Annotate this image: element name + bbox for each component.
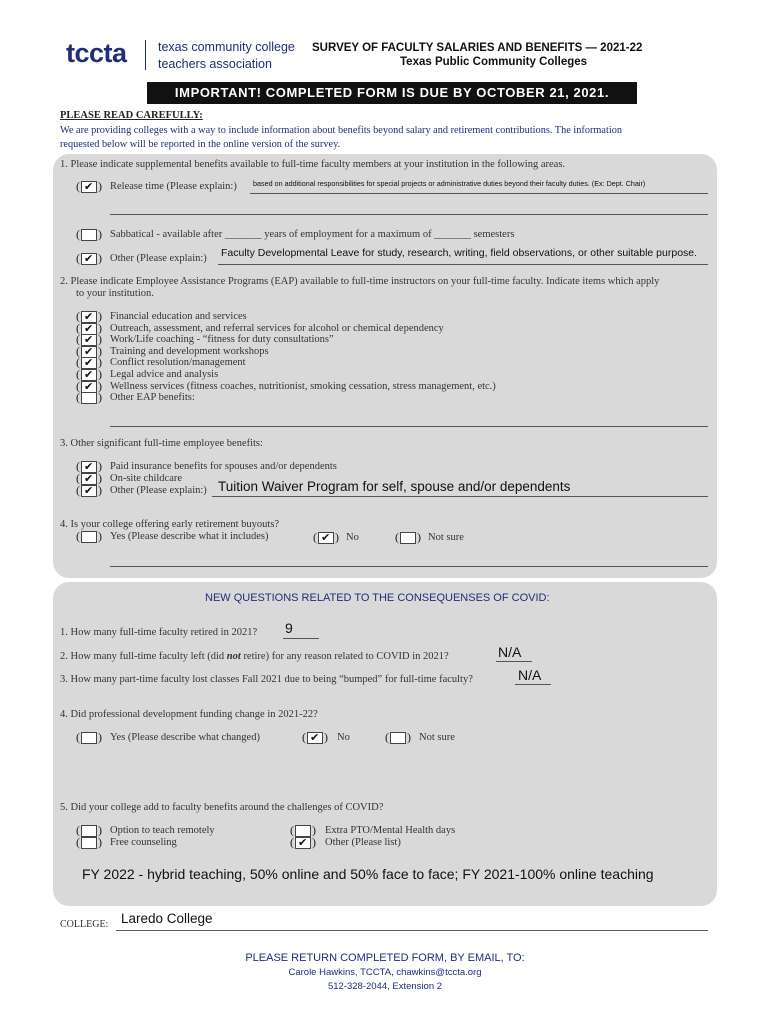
covid-q1-label: 1. How many full-time faculty retired in 2021?	[60, 627, 258, 638]
q2-eap-checkbox[interactable]: ( ✔ )	[80, 357, 98, 370]
covid-q1-line	[283, 638, 319, 639]
covid-q2-label-a: 2. How many full-time faculty left (did	[60, 651, 227, 662]
covid-section-title: NEW QUESTIONS RELATED TO THE CONSEQUENSES OF COVID:	[205, 592, 550, 604]
covid-q2-label-not: not	[226, 651, 241, 662]
q2-eap-checkbox[interactable]: ( ✔ )	[80, 334, 98, 347]
q3-other-label: Other (Please explain:)	[110, 485, 207, 496]
college-label: COLLEGE:	[60, 919, 109, 930]
q1-release-checkbox[interactable]: ( ✔ )	[80, 181, 98, 194]
covid-q5-counseling-checkbox[interactable]	[80, 837, 98, 850]
q1-other-label: Other (Please explain:)	[110, 253, 207, 264]
covid-q5-other-checkbox[interactable]: ( ✔ )	[294, 837, 312, 850]
q1-release-line-2	[110, 214, 708, 215]
q2-eap-label: Legal advice and analysis	[110, 369, 219, 380]
q2-eap-label: Training and development workshops	[110, 345, 269, 357]
q4-notsure-checkbox[interactable]	[399, 532, 417, 545]
intro-heading: PLEASE READ CAREFULLY:	[60, 110, 203, 121]
q4-line	[110, 566, 708, 567]
q4-no-label: No	[346, 532, 359, 543]
college-value[interactable]: Laredo College	[121, 911, 213, 926]
covid-q5-other-label: Other (Please list)	[325, 837, 401, 848]
covid-q4-yes-checkbox[interactable]	[80, 732, 98, 745]
q2-question-line1: 2. Please indicate Employee Assistance Programs (EAP) available to full-time instructors on your full-time faculty. Indicate items which apply	[60, 276, 660, 287]
q1-sabbatical-checkbox[interactable]	[80, 229, 98, 242]
q4-question: 4. Is your college offering early retirement buyouts?	[60, 519, 280, 530]
org-name-line1: texas community college	[158, 40, 295, 54]
covid-q4-notsure-label: Not sure	[419, 732, 455, 743]
q2-eap-checkbox[interactable]	[80, 392, 98, 405]
q2-eap-checkbox[interactable]: ( ✔ )	[80, 381, 98, 394]
covid-q4-yes-label: Yes (Please describe what changed)	[110, 732, 260, 743]
q3-other-value[interactable]: Tuition Waiver Program for self, spouse and/or dependents	[218, 479, 571, 494]
q2-eap-label: Conflict resolution/management	[110, 357, 246, 369]
covid-q2-value[interactable]: N/A	[498, 644, 522, 660]
q2-eap-checkbox[interactable]: ( ✔ )	[80, 346, 98, 359]
covid-q5-label: 5. Did your college add to faculty benefits around the challenges of COVID?	[60, 802, 384, 813]
q2-eap-label: Outreach, assessment, and referral services for alcohol or chemical dependency	[110, 322, 444, 334]
q2-eap-checkbox[interactable]: ( ✔ )	[80, 323, 98, 336]
covid-q4-no-checkbox[interactable]: ( ✔ )	[306, 732, 324, 745]
footer-contact: Carole Hawkins, TCCTA, chawkins@tccta.org	[288, 967, 482, 978]
covid-q5-remote-label: Option to teach remotely	[110, 825, 215, 836]
q2-eap-label: Work/Life coaching - “fitness for duty consultations”	[110, 334, 334, 346]
intro-line-1: We are providing colleges with a way to include information about benefits beyond salary and retirement contributions. The information	[60, 125, 623, 136]
q3-other-checkbox[interactable]: ( ✔ )	[80, 485, 98, 498]
q1-question: 1. Please indicate supplemental benefits available to full-time faculty members at your institution in the following areas.	[60, 159, 566, 170]
q1-other-line	[218, 264, 708, 265]
q2-question-line2: to your institution.	[76, 288, 154, 299]
survey-title: SURVEY OF FACULTY SALARIES AND BENEFITS — 2021-22	[312, 42, 643, 54]
covid-q4-label: 4. Did professional development funding change in 2021-22?	[60, 709, 318, 720]
q2-eap-label: Other EAP benefits:	[110, 392, 195, 404]
college-line	[116, 930, 708, 931]
q4-no-checkbox[interactable]: ( ✔ )	[317, 532, 335, 545]
covid-q4-notsure-checkbox[interactable]	[389, 732, 407, 745]
q1-release-line	[250, 193, 708, 194]
covid-q2-label	[60, 651, 449, 662]
q3-childcare-label: On-site childcare	[110, 473, 183, 484]
covid-q2-label-b: retire) for any reason related to COVID in 2021?	[240, 651, 449, 662]
covid-q2-line	[496, 661, 532, 662]
q4-yes-label: Yes (Please describe what it includes)	[110, 531, 269, 542]
q4-notsure-label: Not sure	[428, 532, 464, 543]
q3-childcare-checkbox[interactable]: ( ✔ )	[80, 473, 98, 486]
tccta-logo: tccta	[66, 38, 127, 68]
covid-q4-no-label: No	[337, 732, 350, 743]
q3-other-line	[212, 496, 708, 497]
footer-return-instruction: PLEASE RETURN COMPLETED FORM, BY EMAIL, TO:	[245, 952, 525, 964]
q1-sabbatical-label: Sabbatical - available after _______ years of employment for a maximum of _______ semesters	[110, 229, 515, 240]
covid-q5-pto-label: Extra PTO/Mental Health days	[325, 825, 456, 836]
q2-eap-checkbox[interactable]: ( ✔ )	[80, 369, 98, 382]
survey-subtitle: Texas Public Community Colleges	[400, 56, 588, 68]
covid-q5-counseling-label: Free counseling	[110, 837, 177, 848]
q2-other-line	[110, 426, 708, 427]
q2-eap-label: Financial education and services	[110, 311, 247, 322]
covid-q3-line	[515, 684, 551, 685]
q2-eap-checkbox[interactable]: ( ✔ )	[80, 311, 98, 324]
q2-eap-label: Wellness services (fitness coaches, nutritionist, smoking cessation, stress management, etc.)	[110, 380, 496, 392]
q3-question: 3. Other significant full-time employee benefits:	[60, 438, 263, 449]
q1-other-value[interactable]: Faculty Developmental Leave for study, research, writing, field observations, or other suitable purpose.	[221, 247, 698, 259]
covid-q5-answer[interactable]: FY 2022 - hybrid teaching, 50% online and 50% face to face; FY 2021-100% online teaching	[82, 866, 654, 882]
covid-q3-label: 3. How many part-time faculty lost classes Fall 2021 due to being “bumped” for full-time faculty?	[60, 674, 473, 685]
due-date-banner: IMPORTANT! COMPLETED FORM IS DUE BY OCTOBER 21, 2021.	[147, 82, 637, 104]
q4-yes-checkbox[interactable]	[80, 531, 98, 544]
logo-divider	[145, 40, 146, 70]
org-name-line2: teachers association	[158, 57, 272, 71]
q1-release-value[interactable]: based on additional responsibilities for special projects or administrative duties beyond their faculty duties. (Ex: Dept. Chair)	[253, 179, 646, 188]
covid-q3-value[interactable]: N/A	[518, 667, 542, 683]
intro-line-2: requested below will be reported in the online version of the survey.	[60, 139, 341, 150]
q1-release-label: Release time (Please explain:)	[110, 181, 237, 192]
q3-insurance-label: Paid insurance benefits for spouses and/or dependents	[110, 461, 337, 472]
covid-q1-value[interactable]: 9	[285, 620, 293, 636]
q1-other-checkbox[interactable]: ( ✔ )	[80, 253, 98, 266]
footer-phone: 512-328-2044, Extension 2	[327, 981, 443, 992]
q3-insurance-checkbox[interactable]: ( ✔ )	[80, 461, 98, 474]
